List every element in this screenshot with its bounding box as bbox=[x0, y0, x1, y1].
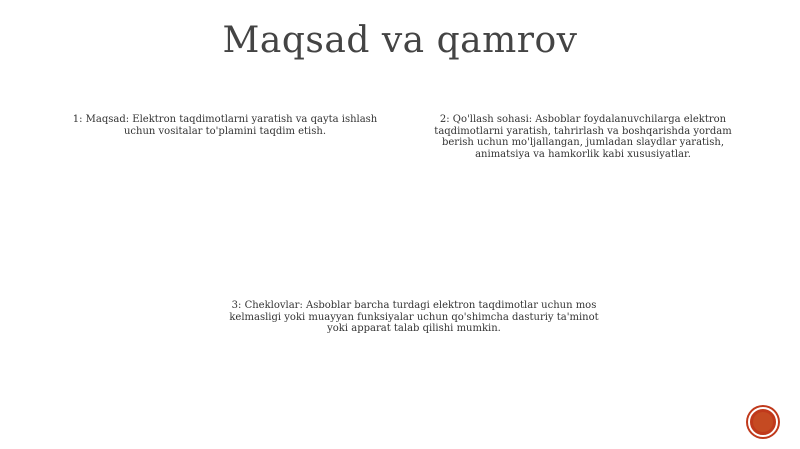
limitations-text: 3: Cheklovlar: Asboblar barcha turdagi elektron taqdimotlar uchun mos kelmasligi yoki muayyan funksiyalar uchun qo'shimcha dasturiy ta'minot yoki apparat talab qilishi mumkin. bbox=[229, 300, 599, 334]
slide-title: Maqsad va qamrov bbox=[222, 20, 578, 61]
circle-nav-icon bbox=[753, 412, 773, 432]
scope-text: 2: Qo'llash sohasi: Asboblar foydalanuvchilarga elektron taqdimotlarni yaratish, tahrirlash va boshqarishda yordam berish uchun mo'ljallangan, jumladan slaydlar yaratish, animatsiya va hamkorlik kabi xususiyatlar. bbox=[434, 114, 732, 160]
purpose-text: 1: Maqsad: Elektron taqdimotlarni yaratish va qayta ishlash uchun vositalar to'plamini taqdim etish. bbox=[72, 114, 378, 137]
slide-nav-button[interactable] bbox=[748, 407, 778, 437]
